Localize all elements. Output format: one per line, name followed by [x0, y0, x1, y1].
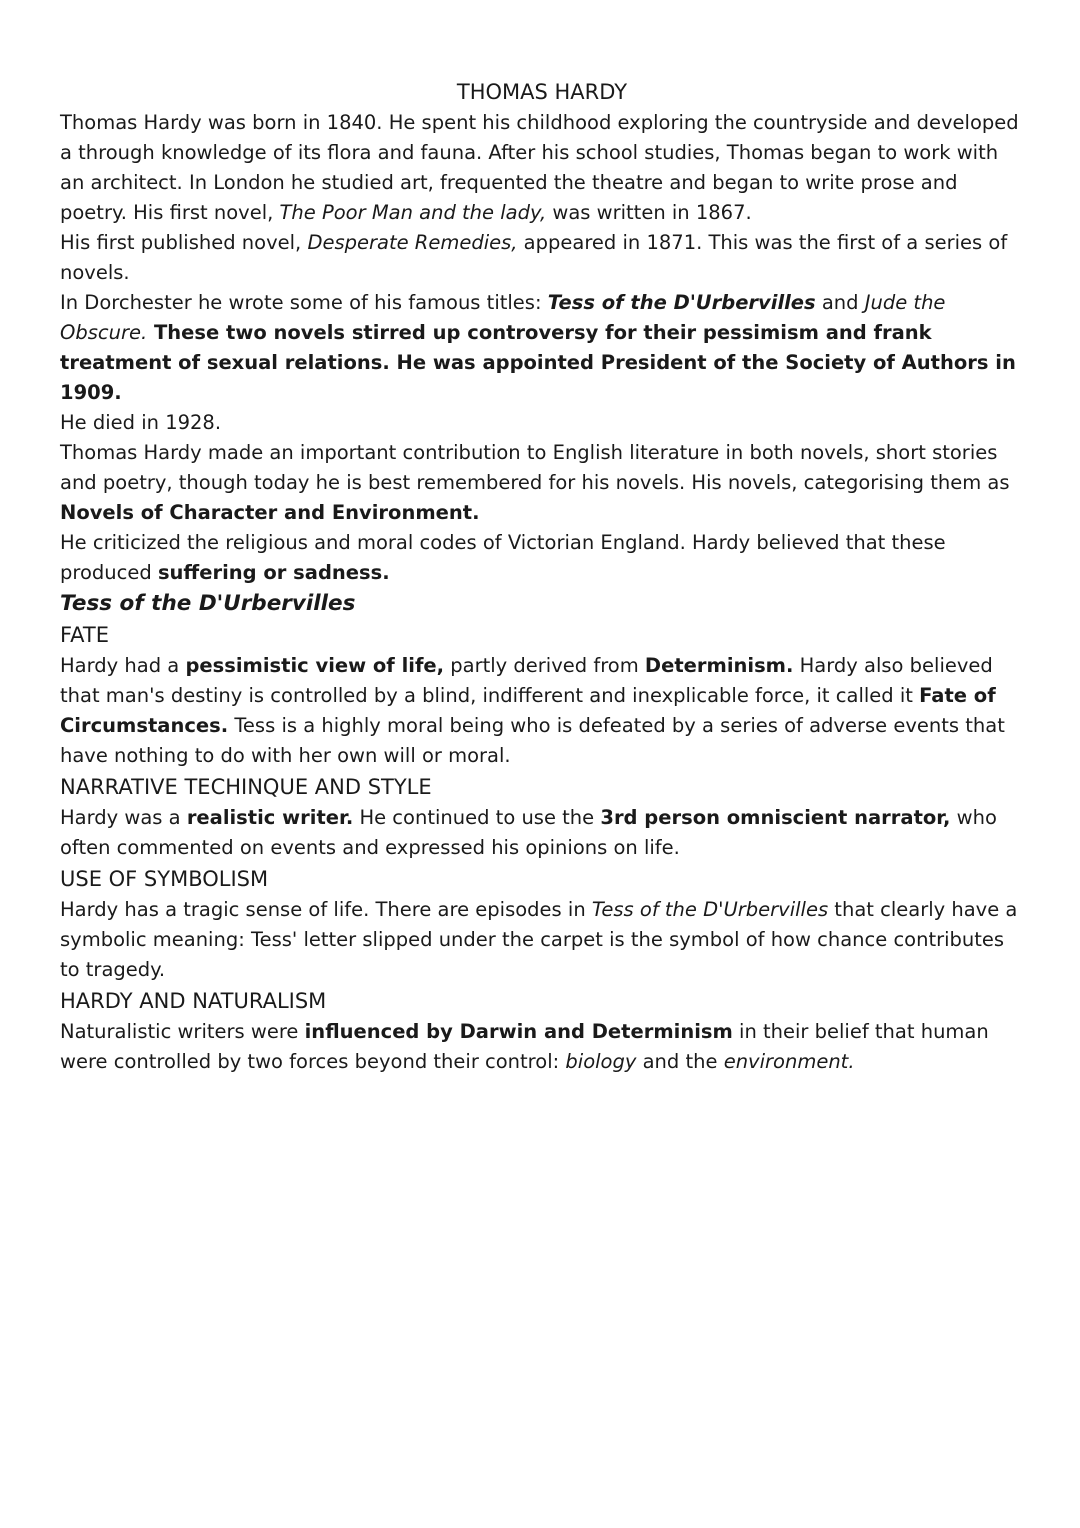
bold-text-run: influenced by Darwin and Determinism: [304, 1020, 733, 1043]
bold-text-run: 3rd person omniscient narrator,: [600, 806, 951, 829]
italic-text-run: biology: [565, 1050, 637, 1073]
tess-heading: Tess of the D'Urbervilles: [60, 591, 356, 616]
bio-paragraph-contribution: [60, 438, 1024, 528]
section-heading-narrative: NARRATIVE TECHINQUE AND STYLE: [60, 775, 432, 799]
text-run: that clearly have a symbolic meaning: Tess' letter slipped under the carpet is the symbol of how chance contributes to tragedy.: [60, 898, 1018, 981]
page-title: THOMAS HARDY: [456, 80, 628, 104]
novel-title-jude: Jude the Obscure.: [60, 291, 946, 344]
novel-title-tess: Tess of the D'Urbervilles: [547, 291, 816, 314]
bio-paragraph-dorchester: [60, 288, 1024, 408]
bold-text-run: Novels of Character and Environment.: [60, 501, 480, 524]
document-page: [60, 76, 1024, 1077]
section-body-fate: [60, 651, 1024, 771]
novel-title-poor-man: The Poor Man and the lady,: [279, 201, 547, 224]
text-run: partly derived from: [444, 654, 645, 677]
text-run: was written in 1867.: [546, 201, 752, 224]
bio-paragraph-birth: [60, 108, 1024, 228]
text-run: Tess is a highly moral being who is defeated by a series of adverse events that have nothing to do with her own will or moral.: [60, 714, 1005, 767]
bio-paragraph-death: He died in 1928.: [60, 411, 222, 434]
text-run: and: [815, 291, 865, 314]
bold-text-run: pessimistic view of life,: [185, 654, 445, 677]
text-run: His first published novel,: [60, 231, 308, 254]
novel-title-desperate-remedies: Desperate Remedies,: [307, 231, 518, 254]
text-run: and the: [636, 1050, 724, 1073]
text-run: Hardy has a tragic sense of life. There are episodes in: [60, 898, 592, 921]
bio-paragraph-criticism: [60, 528, 1024, 588]
text-run: in their belief that human were controlled by two forces beyond their control:: [60, 1020, 989, 1073]
section-body-symbolism: [60, 895, 1024, 985]
text-run: In Dorchester he wrote some of his famous titles:: [60, 291, 548, 314]
italic-text-run: Tess of the D'Urbervilles: [591, 898, 829, 921]
text-run: appeared in 1871. This was the first of a series of novels.: [60, 231, 1008, 284]
italic-text-run: environment.: [723, 1050, 855, 1073]
bold-text-run: These two novels stirred up controversy for their pessimism and frank treatment of sexual relations. He was appointed President of the Society of Authors in 1909.: [60, 321, 1016, 404]
text-run: Naturalistic writers were: [60, 1020, 305, 1043]
bold-text-run: Determinism.: [644, 654, 794, 677]
section-body-naturalism: [60, 1017, 1024, 1077]
text-run: Thomas Hardy was born in 1840. He spent his childhood exploring the countryside and developed a through knowledge of its flora and fauna. After his school studies, Thomas began to work with an architect. In London he studied art, frequented the theatre and began to write prose and poetry. His first novel,: [60, 111, 1019, 224]
text-run: Hardy had a: [60, 654, 186, 677]
text-run: who often commented on events and expressed his opinions on life.: [60, 806, 997, 859]
text-run: He continued to use the: [353, 806, 601, 829]
section-heading-symbolism: USE OF SYMBOLISM: [60, 867, 269, 891]
bio-paragraph-first-published: [60, 228, 1024, 288]
text-run: He criticized the religious and moral codes of Victorian England. Hardy believed that these produced: [60, 531, 946, 584]
bold-text-run: Fate of Circumstances.: [60, 684, 996, 737]
text-run: Thomas Hardy made an important contribution to English literature in both novels, short stories and poetry, though today he is best remembered for his novels. His novels, categorising them as: [60, 441, 1010, 494]
section-heading-fate: FATE: [60, 623, 109, 647]
text-run: Hardy was a: [60, 806, 187, 829]
text-run: Hardy also believed that man's destiny is controlled by a blind, indifferent and inexplicable force, it called it: [60, 654, 993, 707]
bold-text-run: suffering or sadness.: [157, 561, 390, 584]
section-heading-naturalism: HARDY AND NATURALISM: [60, 989, 327, 1013]
bold-text-run: realistic writer.: [186, 806, 354, 829]
section-body-narrative: [60, 803, 1024, 863]
